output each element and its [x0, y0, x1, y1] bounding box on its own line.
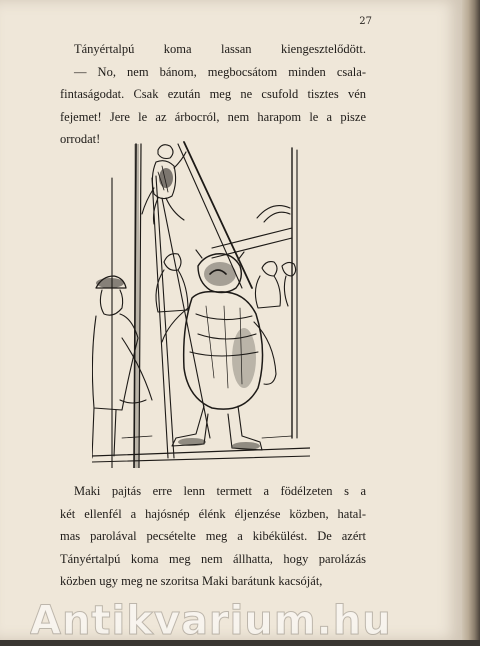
- text-line: mas parolával pecsételte meg a kibékülést. De azért: [60, 529, 366, 543]
- text-line: orrodat!: [60, 132, 101, 146]
- text-line: fejemet! Jere le az árbocról, nem harapom le a pisze: [60, 109, 366, 124]
- text-line: közben ugy meg ne szoritsa Maki barátunk kacsóját,: [60, 574, 323, 588]
- illustration-drawing: [92, 138, 310, 468]
- watermark: Antikvarium.hu: [30, 598, 392, 644]
- page-number: 27: [359, 16, 372, 27]
- text-line: két ellenfél a hajósnép élénk éljenzése közben, hatal-: [60, 506, 366, 521]
- text-line: Tányértalpú koma meg nem állhatta, hogy parolázás: [60, 551, 366, 566]
- text-line: — No, nem bánom, megbocsátom minden csala-: [74, 64, 366, 79]
- paragraph-top: [60, 38, 366, 151]
- page-edge: [462, 0, 480, 640]
- ink-shading: [96, 144, 260, 468]
- text-line: Tányértalpú koma lassan kiengesztelődött.: [74, 42, 366, 56]
- text-line: fintaságodat. Csak ezután meg ne csufold tisztes vén: [60, 87, 366, 101]
- paragraph-bottom: [60, 480, 366, 593]
- illustration-monkey-and-bear: [92, 138, 310, 468]
- text-line: Maki pajtás erre lenn termett a födélzeten s a: [74, 484, 366, 498]
